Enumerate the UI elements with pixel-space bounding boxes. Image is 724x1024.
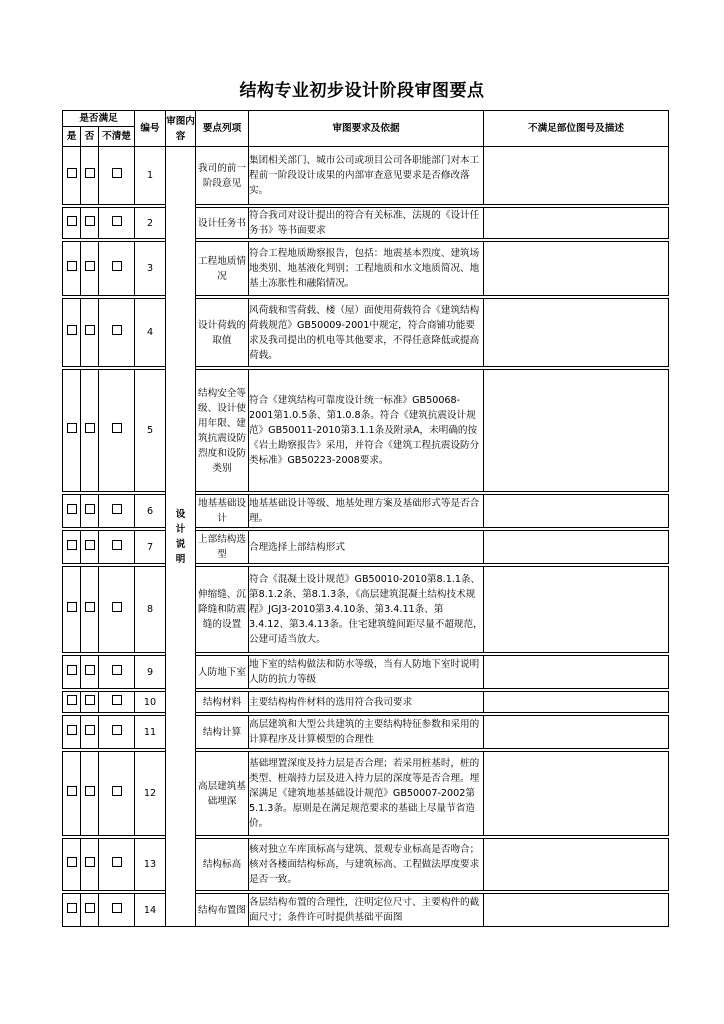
- unclear-checkbox-icon[interactable]: [112, 786, 122, 796]
- no-checkbox-cell[interactable]: [81, 839, 99, 891]
- no-checkbox-icon[interactable]: [85, 786, 95, 796]
- header-review-content: 审图内容: [166, 111, 196, 147]
- yes-checkbox-icon[interactable]: [67, 423, 77, 433]
- no-checkbox-icon[interactable]: [85, 903, 95, 913]
- table-row: [63, 147, 669, 205]
- unclear-checkbox-icon[interactable]: [112, 261, 122, 271]
- unclear-checkbox-cell[interactable]: [99, 208, 135, 239]
- header-requirement: 审图要求及依据: [249, 111, 484, 147]
- requirement-text: 主要结构构件材料的选用符合我司要求: [249, 692, 484, 713]
- no-checkbox-cell[interactable]: [81, 716, 99, 749]
- unsatisfied-description-cell[interactable]: [484, 370, 669, 492]
- no-checkbox-cell[interactable]: [81, 208, 99, 239]
- yes-checkbox-icon[interactable]: [67, 786, 77, 796]
- yes-checkbox-cell[interactable]: [63, 242, 81, 296]
- yes-checkbox-cell[interactable]: [63, 567, 81, 653]
- item-label: 结构材料: [196, 692, 249, 713]
- row-number: 10: [135, 692, 166, 713]
- item-label: 结构布置图: [196, 894, 249, 927]
- yes-checkbox-cell[interactable]: [63, 531, 81, 564]
- header-number: 编号: [135, 111, 166, 147]
- no-checkbox-icon[interactable]: [85, 168, 95, 178]
- unclear-checkbox-icon[interactable]: [112, 540, 122, 550]
- row-number: 8: [135, 567, 166, 653]
- table-row: [63, 567, 669, 653]
- no-checkbox-cell[interactable]: [81, 495, 99, 528]
- no-checkbox-cell[interactable]: [81, 242, 99, 296]
- table-row: [63, 716, 669, 749]
- requirement-text: 地基基础设计等级、地基处理方案及基础形式等是否合理。: [249, 495, 484, 528]
- unsatisfied-description-cell[interactable]: [484, 495, 669, 528]
- unclear-checkbox-icon[interactable]: [112, 903, 122, 913]
- no-checkbox-icon[interactable]: [85, 325, 95, 335]
- requirement-text: 高层建筑和大型公共建筑的主要结构特征参数和采用的计算程序及计算模型的合理性: [249, 716, 484, 749]
- table-row: [63, 242, 669, 296]
- item-label: 地基基础设计: [196, 495, 249, 528]
- unclear-checkbox-cell[interactable]: [99, 242, 135, 296]
- header-item: 要点列项: [196, 111, 249, 147]
- row-number: 4: [135, 299, 166, 367]
- row-number: 13: [135, 839, 166, 891]
- unclear-checkbox-icon[interactable]: [112, 665, 122, 675]
- row-number: 12: [135, 752, 166, 836]
- unclear-checkbox-cell[interactable]: [99, 299, 135, 367]
- table-row: [63, 531, 669, 564]
- unclear-checkbox-cell[interactable]: [99, 716, 135, 749]
- yes-checkbox-icon[interactable]: [67, 504, 77, 514]
- no-checkbox-cell[interactable]: [81, 531, 99, 564]
- requirement-text: 符合《建筑结构可靠度设计统一标准》GB50068-2001第1.0.5条、第1.0.8条。符合《建筑抗震设计规范》GB50011-2010第3.1.1条及附录A，未明确的按《岩土勘察报告》采用，并符合《建筑工程抗震设防分类标准》GB50223-2008要求。: [249, 370, 484, 492]
- yes-checkbox-cell[interactable]: [63, 716, 81, 749]
- no-checkbox-icon[interactable]: [85, 216, 95, 226]
- requirement-text: 集团相关部门、城市公司或项目公司各职能部门对本工程前一阶段设计成果的内部审查意见要求是否修改落实。: [249, 147, 484, 205]
- row-number: 5: [135, 370, 166, 492]
- unsatisfied-description-cell[interactable]: [484, 692, 669, 713]
- yes-checkbox-cell[interactable]: [63, 299, 81, 367]
- table-row: [63, 894, 669, 927]
- unclear-checkbox-cell[interactable]: [99, 752, 135, 836]
- unsatisfied-description-cell[interactable]: [484, 242, 669, 296]
- unclear-checkbox-icon[interactable]: [112, 695, 122, 705]
- no-checkbox-icon[interactable]: [85, 540, 95, 550]
- review-checklist-table: [62, 110, 669, 927]
- header-satisfied: 是否满足: [63, 111, 135, 127]
- header-yes: 是: [63, 127, 81, 147]
- no-checkbox-icon[interactable]: [85, 504, 95, 514]
- row-number: 1: [135, 147, 166, 205]
- yes-checkbox-icon[interactable]: [67, 903, 77, 913]
- table-row: [63, 656, 669, 689]
- unclear-checkbox-cell[interactable]: [99, 495, 135, 528]
- unsatisfied-description-cell[interactable]: [484, 716, 669, 749]
- row-number: 7: [135, 531, 166, 564]
- item-label: 伸缩缝、沉降缝和防震缝的设置: [196, 567, 249, 653]
- yes-checkbox-cell[interactable]: [63, 839, 81, 891]
- unclear-checkbox-cell[interactable]: [99, 567, 135, 653]
- yes-checkbox-icon[interactable]: [67, 695, 77, 705]
- table-row: [63, 495, 669, 528]
- table-row: [63, 299, 669, 367]
- item-label: 设计任务书: [196, 208, 249, 239]
- yes-checkbox-icon[interactable]: [67, 325, 77, 335]
- item-label: 结构安全等级、设计使用年限、建筑抗震设防烈度和设防类别: [196, 370, 249, 492]
- yes-checkbox-icon[interactable]: [67, 725, 77, 735]
- unclear-checkbox-icon[interactable]: [112, 602, 122, 612]
- no-checkbox-cell[interactable]: [81, 370, 99, 492]
- requirement-text: 地下室的结构做法和防水等级，当有人防地下室时说明人防的抗力等级: [249, 656, 484, 689]
- no-checkbox-cell[interactable]: [81, 656, 99, 689]
- item-label: 结构计算: [196, 716, 249, 749]
- no-checkbox-icon[interactable]: [85, 695, 95, 705]
- yes-checkbox-cell[interactable]: [63, 147, 81, 205]
- unsatisfied-description-cell[interactable]: [484, 656, 669, 689]
- unsatisfied-description-cell[interactable]: [484, 147, 669, 205]
- unsatisfied-description-cell[interactable]: [484, 839, 669, 891]
- item-label: 我司的前一阶段意见: [196, 147, 249, 205]
- no-checkbox-icon[interactable]: [85, 261, 95, 271]
- yes-checkbox-cell[interactable]: [63, 752, 81, 836]
- no-checkbox-icon[interactable]: [85, 665, 95, 675]
- unclear-checkbox-cell[interactable]: [99, 839, 135, 891]
- yes-checkbox-cell[interactable]: [63, 656, 81, 689]
- item-label: 设计荷载的取值: [196, 299, 249, 367]
- yes-checkbox-icon[interactable]: [67, 857, 77, 867]
- table-row: [63, 370, 669, 492]
- unsatisfied-description-cell[interactable]: [484, 531, 669, 564]
- unsatisfied-description-cell[interactable]: [484, 299, 669, 367]
- no-checkbox-icon[interactable]: [85, 857, 95, 867]
- no-checkbox-icon[interactable]: [85, 423, 95, 433]
- unclear-checkbox-cell[interactable]: [99, 531, 135, 564]
- row-number: 2: [135, 208, 166, 239]
- requirement-text: 风荷载和雪荷载、楼（屋）面使用荷载符合《建筑结构荷载规范》GB50009-2001中规定，符合商铺功能要求及我司提出的机电等其他要求，不得任意降低或提高荷载。: [249, 299, 484, 367]
- unclear-checkbox-icon[interactable]: [112, 423, 122, 433]
- table-row: [63, 692, 669, 713]
- unclear-checkbox-icon[interactable]: [112, 325, 122, 335]
- yes-checkbox-icon[interactable]: [67, 216, 77, 226]
- yes-checkbox-icon[interactable]: [67, 602, 77, 612]
- no-checkbox-cell[interactable]: [81, 147, 99, 205]
- header-row-1: [63, 111, 669, 127]
- unclear-checkbox-icon[interactable]: [112, 857, 122, 867]
- yes-checkbox-cell[interactable]: [63, 495, 81, 528]
- table-row: [63, 208, 669, 239]
- unclear-checkbox-cell[interactable]: [99, 894, 135, 927]
- no-checkbox-cell[interactable]: [81, 567, 99, 653]
- row-number: 11: [135, 716, 166, 749]
- requirement-text: 合理选择上部结构形式: [249, 531, 484, 564]
- no-checkbox-cell[interactable]: [81, 752, 99, 836]
- no-checkbox-icon[interactable]: [85, 725, 95, 735]
- item-label: 结构标高: [196, 839, 249, 891]
- header-unclear: 不清楚: [99, 127, 135, 147]
- yes-checkbox-icon[interactable]: [67, 168, 77, 178]
- no-checkbox-icon[interactable]: [85, 602, 95, 612]
- unsatisfied-description-cell[interactable]: [484, 894, 669, 927]
- requirement-text: 符合《混凝土设计规范》GB50010-2010第8.1.1条、第8.1.2条、第8.1.3条，《高层建筑混凝土结构技术规程》JGJ3-2010第3.4.10条、第3.4.11条、第3.4.12、第3.4.13条。住宅建筑缝间距尽量不超规范，公建可适当放大。: [249, 567, 484, 653]
- no-checkbox-cell[interactable]: [81, 894, 99, 927]
- unclear-checkbox-cell[interactable]: [99, 692, 135, 713]
- header-no: 否: [81, 127, 99, 147]
- header-unsatisfied: 不满足部位图号及描述: [484, 111, 669, 147]
- item-label: 人防地下室: [196, 656, 249, 689]
- section-label: 设计说明: [166, 147, 196, 927]
- page-title: 结构专业初步设计阶段审图要点: [239, 81, 485, 101]
- no-checkbox-cell[interactable]: [81, 692, 99, 713]
- table-row: [63, 752, 669, 836]
- item-label: 工程地质情况: [196, 242, 249, 296]
- unsatisfied-description-cell[interactable]: [484, 567, 669, 653]
- unclear-checkbox-icon[interactable]: [112, 504, 122, 514]
- yes-checkbox-icon[interactable]: [67, 540, 77, 550]
- row-number: 9: [135, 656, 166, 689]
- row-number: 14: [135, 894, 166, 927]
- yes-checkbox-icon[interactable]: [67, 261, 77, 271]
- yes-checkbox-icon[interactable]: [67, 665, 77, 675]
- unclear-checkbox-icon[interactable]: [112, 168, 122, 178]
- row-number: 3: [135, 242, 166, 296]
- requirement-text: 符合我司对设计提出的符合有关标准、法规的《设计任务书》等书面要求: [249, 208, 484, 239]
- unsatisfied-description-cell[interactable]: [484, 208, 669, 239]
- requirement-text: 符合工程地质勘察报告，包括：地震基本烈度、建筑场地类别、地基液化判别；工程地质和水文地质简况、地基土冻胀性和融陷情况。: [249, 242, 484, 296]
- item-label: 高层建筑基础埋深: [196, 752, 249, 836]
- unclear-checkbox-icon[interactable]: [112, 725, 122, 735]
- item-label: 上部结构选型: [196, 531, 249, 564]
- unclear-checkbox-icon[interactable]: [112, 216, 122, 226]
- requirement-text: 核对独立车库顶标高与建筑、景观专业标高是否吻合；核对各楼面结构标高，与建筑标高、工程做法厚度要求是否一致。: [249, 839, 484, 891]
- requirement-text: 基础埋置深度及持力层是否合理；若采用桩基时，桩的类型、桩端持力层及进入持力层的深度等是否合理。埋深满足《建筑地基基础设计规范》GB50007-2002第5.1.3条。原则是在满足规范要求的基础上尽量节省造价。: [249, 752, 484, 836]
- row-number: 6: [135, 495, 166, 528]
- unclear-checkbox-cell[interactable]: [99, 370, 135, 492]
- unsatisfied-description-cell[interactable]: [484, 752, 669, 836]
- unclear-checkbox-cell[interactable]: [99, 656, 135, 689]
- unclear-checkbox-cell[interactable]: [99, 147, 135, 205]
- table-row: [63, 839, 669, 891]
- yes-checkbox-cell[interactable]: [63, 692, 81, 713]
- no-checkbox-cell[interactable]: [81, 299, 99, 367]
- requirement-text: 各层结构布置的合理性，注明定位尺寸、主要构件的截面尺寸；条件许可时提供基础平面图: [249, 894, 484, 927]
- yes-checkbox-cell[interactable]: [63, 894, 81, 927]
- yes-checkbox-cell[interactable]: [63, 370, 81, 492]
- yes-checkbox-cell[interactable]: [63, 208, 81, 239]
